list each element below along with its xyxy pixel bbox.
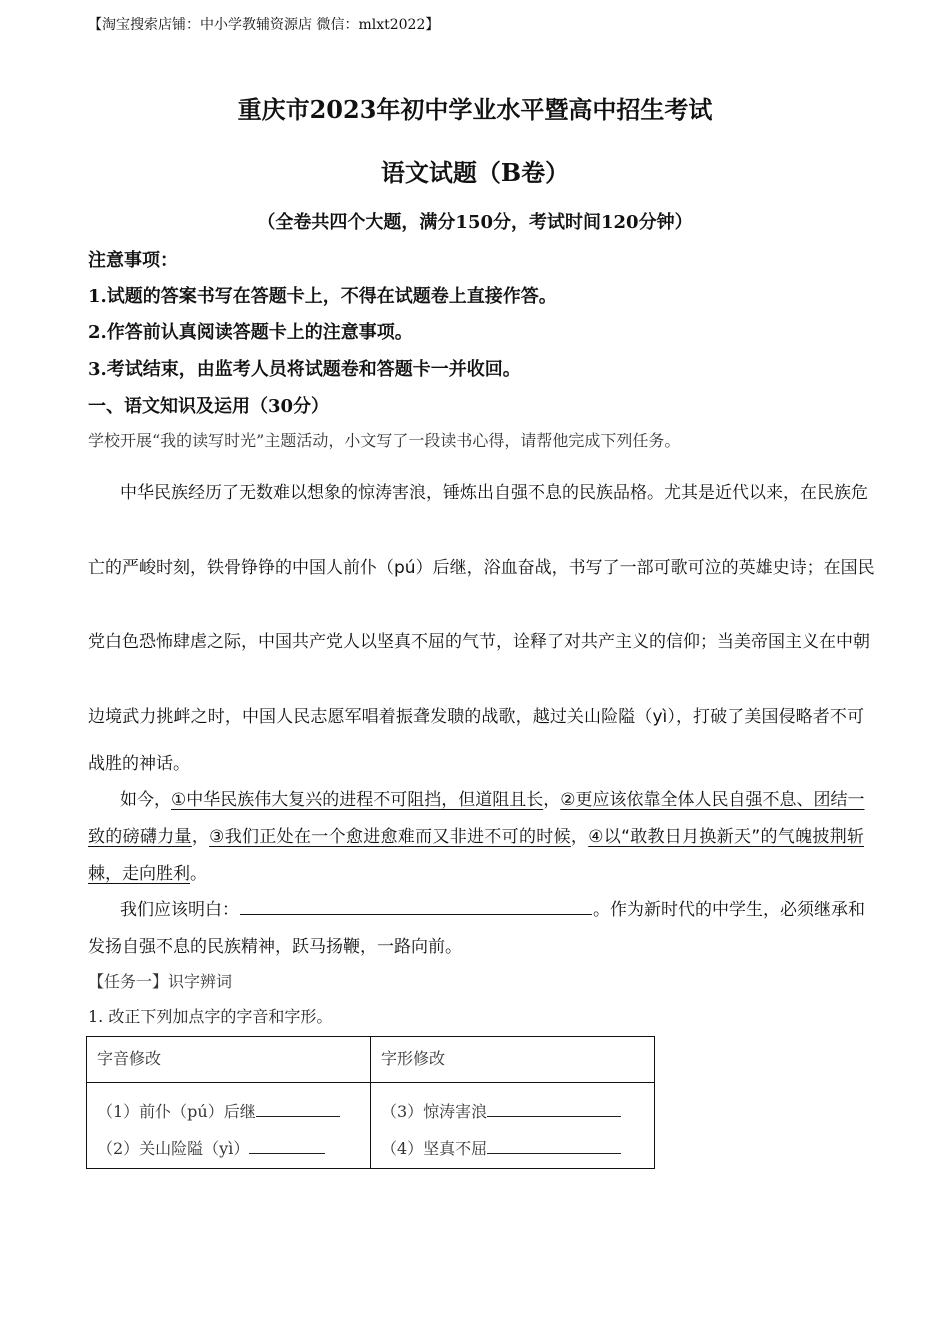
answer-item-label: （2）关山险隘（yì） xyxy=(97,1139,250,1158)
table-header-pronunciation: 字音修改 xyxy=(87,1037,371,1083)
comma: ， xyxy=(570,827,589,847)
note-item: 1.试题的答案书写在答题卡上，不得在试题卷上直接作答。 xyxy=(88,286,557,307)
table-cell-character xyxy=(371,1083,655,1169)
note-item: 3.考试结束，由监考人员将试题卷和答题卡一并收回。 xyxy=(88,359,521,380)
answer-item-label: （1）前仆（pú）后继 xyxy=(97,1102,256,1121)
question-1: 1. 改正下列加点字的字音和字形。 xyxy=(88,1007,333,1026)
answer-blank[interactable] xyxy=(487,1102,621,1117)
paragraph-line: 中华民族经历了无数难以想象的惊涛害浪，锤炼出自强不息的民族品格。尤其是近代以来，在民族危 xyxy=(120,483,868,503)
answer-blank[interactable] xyxy=(249,1139,325,1154)
notes-heading: 注意事项： xyxy=(88,250,178,271)
exam-title: 重庆市2023年初中学业水平暨高中招生考试 xyxy=(237,95,713,124)
paragraph-line: 发扬自强不息的民族精神，跃马扬鞭，一路向前。 xyxy=(88,937,462,957)
answer-blank[interactable] xyxy=(256,1102,340,1117)
underlined-sentence-2-cont: 致的磅礴力量 xyxy=(88,827,192,847)
note-item: 2.作答前认真阅读答题卡上的注意事项。 xyxy=(88,322,413,343)
paragraph-line: 战胜的神话。 xyxy=(88,754,190,774)
answer-item-label: （3）惊涛害浪 xyxy=(381,1102,488,1121)
answer-table xyxy=(86,1036,655,1169)
paragraph-line xyxy=(120,785,864,810)
exam-info: （全卷共四个大题，满分150分，考试时间120分钟） xyxy=(257,212,693,233)
section-heading: 一、语文知识及运用（30分） xyxy=(88,396,330,417)
answer-blank[interactable] xyxy=(487,1139,621,1154)
answer-item xyxy=(381,1130,644,1167)
paragraph-line xyxy=(120,895,865,920)
answer-item xyxy=(381,1093,644,1130)
answer-item xyxy=(97,1130,360,1167)
table-cell-pronunciation xyxy=(87,1083,371,1169)
table-header-character: 字形修改 xyxy=(371,1037,655,1083)
answer-item xyxy=(97,1093,360,1130)
exam-subtitle: 语文试题（B卷） xyxy=(380,158,570,187)
paragraph-line xyxy=(88,822,864,847)
comma: ， xyxy=(191,827,210,847)
period: 。 xyxy=(190,864,207,884)
paragraph-line: 亡的严峻时刻，铁骨铮铮的中国人前仆（pú）后继，浴血奋战，书写了一部可歌可泣的英雄史诗；在国民 xyxy=(88,558,875,578)
paragraph-line: 党白色恐怖肆虐之际，中国共产党人以坚真不屈的气节，诠释了对共产主义的信仰；当美帝国主义在中朝 xyxy=(88,632,870,652)
fill-in-blank[interactable] xyxy=(240,896,592,915)
underlined-sentence-4-cont: 棘，走向胜利 xyxy=(88,864,190,884)
underlined-sentence-4: ④以“敢教日月换新天”的气魄披荆斩 xyxy=(588,827,865,847)
para3-tail: 。作为新时代的中学生，必须继承和 xyxy=(593,900,865,920)
paragraph-line: 边境武力挑衅之时，中国人民志愿军唱着振聋发聩的战歌，越过关山险隘（yì），打破了美国侵略者不可 xyxy=(88,707,864,727)
para3-lead: 我们应该明白： xyxy=(120,900,239,920)
answer-item-label: （4）坚真不屈 xyxy=(381,1139,488,1158)
header-note: 【淘宝搜索店铺：中小学教辅资源店 微信：mlxt2022】 xyxy=(88,17,440,33)
underlined-sentence-1: ①中华民族伟大复兴的进程不可阻挡，但道阻且长 xyxy=(171,790,544,810)
paragraph-line xyxy=(88,859,207,884)
task-label: 【任务一】识字辨词 xyxy=(88,972,233,991)
comma: ， xyxy=(543,790,561,810)
underlined-sentence-3: ③我们正处在一个愈进愈难而又非进不可的时候 xyxy=(209,827,571,847)
section-intro: 学校开展“我的读写时光”主题活动，小文写了一段读书心得，请帮他完成下列任务。 xyxy=(88,431,681,450)
underlined-sentence-2: ②更应该依靠全体人民自强不息、团结一 xyxy=(560,790,865,810)
para2-lead: 如今， xyxy=(120,790,171,810)
